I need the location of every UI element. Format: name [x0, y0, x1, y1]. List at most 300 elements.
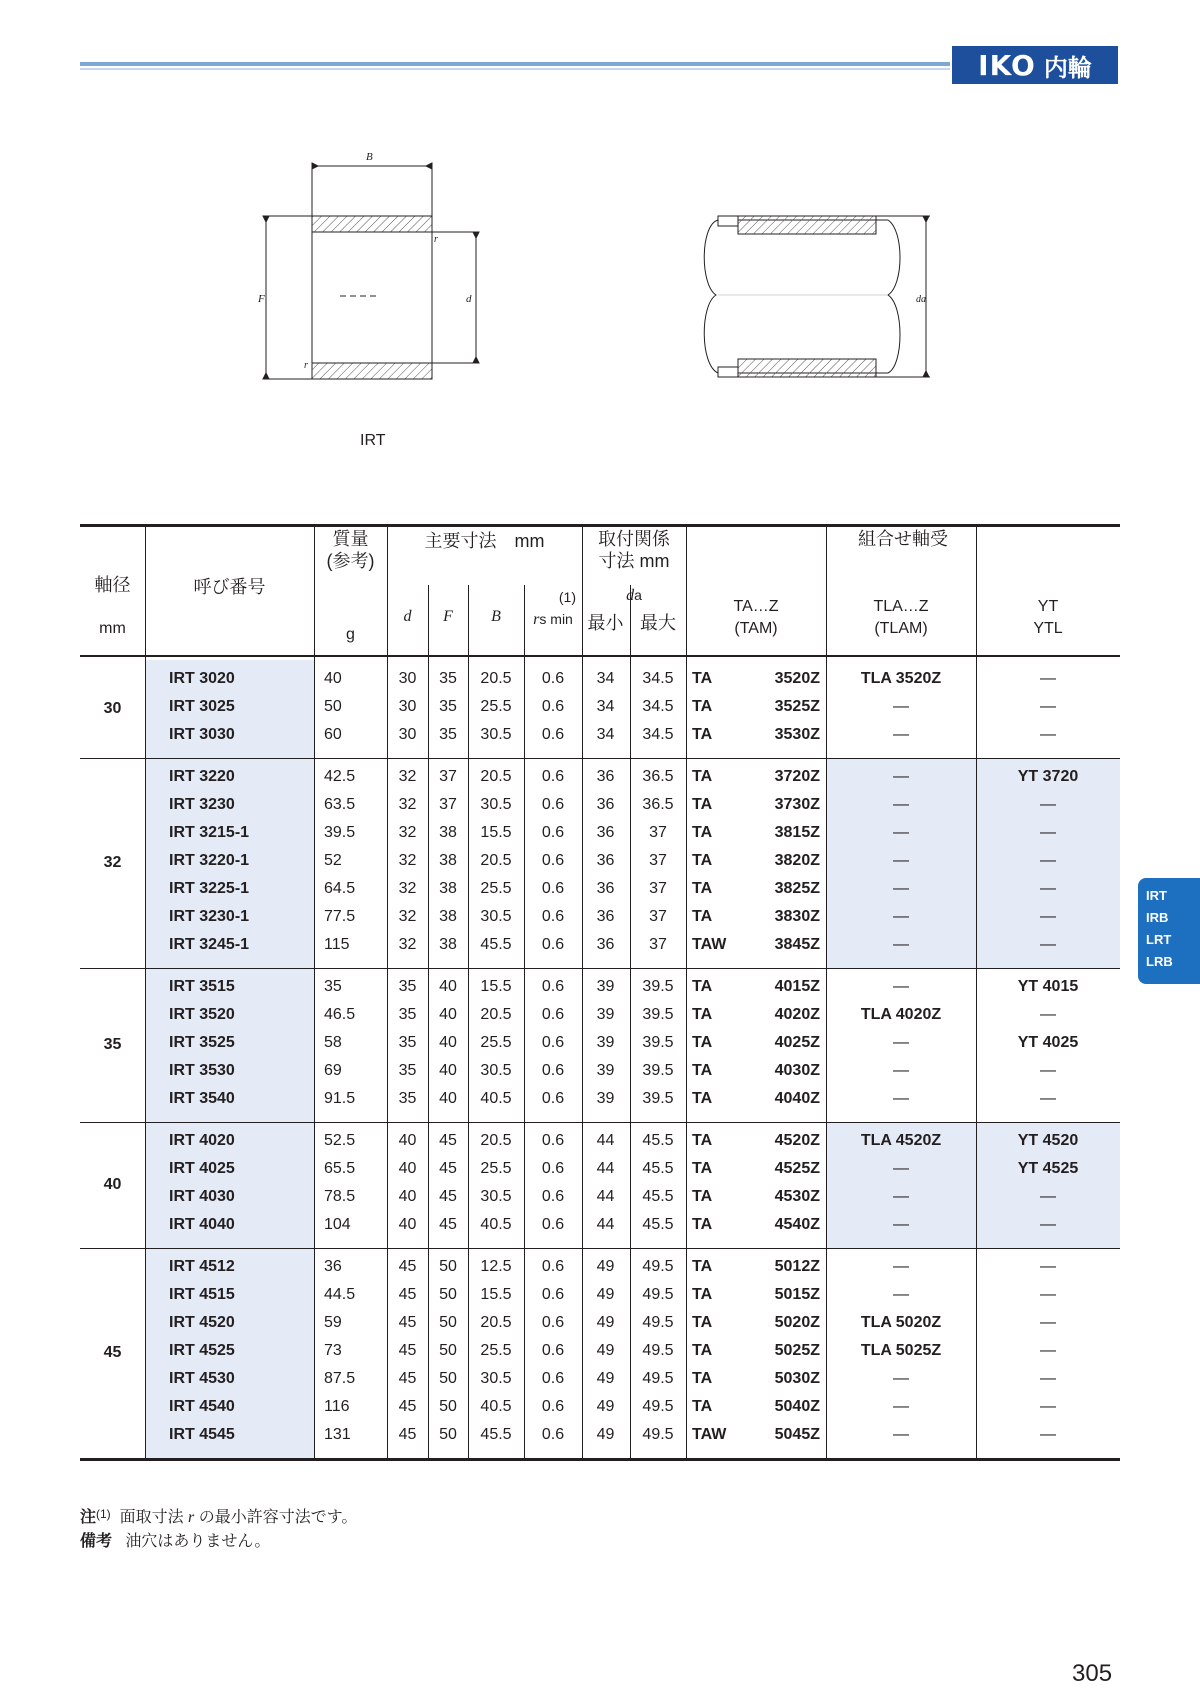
dim-d: 45 [398, 1426, 417, 1443]
designation: IRT 4030 [169, 1188, 235, 1205]
dim-rs: 0.6 [541, 726, 565, 743]
ta-prefix: TA [692, 1090, 713, 1107]
tla-bearing: TLA 5025Z [860, 1342, 942, 1359]
mounted-ring-drawing [704, 216, 930, 377]
mass-value: 87.5 [324, 1370, 356, 1387]
designation: IRT 3245-1 [169, 936, 250, 953]
yt-bearing: — [1040, 852, 1056, 869]
yt-bearing: — [1040, 1216, 1056, 1233]
ta-prefix: TA [692, 1370, 713, 1387]
dim-rs: 0.6 [541, 1188, 565, 1205]
ta-prefix: TA [692, 908, 713, 925]
header-mount-1: 取付関係 [598, 529, 670, 549]
tla-bearing: — [893, 1398, 909, 1415]
dim-F: 38 [439, 908, 457, 925]
group-rule [80, 1122, 1120, 1123]
label-da: da [916, 294, 926, 305]
dim-B: 30.5 [480, 908, 512, 925]
da-min: 44 [596, 1160, 615, 1177]
designation: IRT 3220-1 [169, 852, 250, 869]
tla-bearing: — [893, 1188, 909, 1205]
da-max: 37 [649, 824, 667, 841]
da-max: 39.5 [642, 1062, 674, 1079]
dim-B: 15.5 [480, 1286, 512, 1303]
designation: IRT 3525 [169, 1034, 235, 1051]
footnote-label: 注 [80, 1509, 97, 1526]
table-bottom-rule [80, 1458, 1120, 1461]
da-max: 45.5 [642, 1160, 674, 1177]
page-number: 305 [1072, 1660, 1113, 1687]
designation: IRT 3230-1 [169, 908, 250, 925]
yt-bearing: — [1040, 1370, 1056, 1387]
dim-d: 35 [398, 1034, 417, 1051]
header-main-dims: 主要寸法 mm [424, 531, 545, 551]
da-max: 49.5 [642, 1342, 674, 1359]
header-rs [524, 608, 582, 631]
da-max: 49.5 [642, 1258, 674, 1275]
da-min: 39 [596, 1006, 615, 1023]
dim-rs: 0.6 [541, 978, 565, 995]
dim-rs: 0.6 [541, 1034, 565, 1051]
ta-number: 5040Z [774, 1398, 820, 1415]
yt-bearing: — [1040, 880, 1056, 897]
dim-d: 45 [398, 1398, 417, 1415]
da-min: 36 [596, 880, 615, 897]
dim-F: 35 [439, 726, 457, 743]
ta-number: 4020Z [774, 1006, 820, 1023]
da-min: 36 [596, 796, 615, 813]
tab-item-irb[interactable]: IRB [1146, 910, 1169, 925]
dim-rs: 0.6 [541, 908, 565, 925]
yt-bearing: — [1040, 1314, 1056, 1331]
dim-B: 25.5 [480, 1034, 512, 1051]
dim-rs: 0.6 [541, 1132, 565, 1149]
dim-F: 45 [439, 1160, 457, 1177]
designation: IRT 3530 [169, 1062, 235, 1079]
table-top-rule [80, 524, 1120, 527]
dim-rs: 0.6 [541, 1286, 565, 1303]
mass-value: 60 [324, 726, 342, 743]
label-r-top: r [434, 234, 438, 245]
da-max: 37 [649, 852, 667, 869]
ta-number: 4530Z [774, 1188, 820, 1205]
header-shaft-unit: mm [99, 620, 126, 637]
mass-value: 59 [324, 1314, 342, 1331]
ta-prefix: TA [692, 1216, 713, 1233]
ta-number: 3845Z [774, 936, 820, 953]
tla-bearing: — [893, 726, 909, 743]
da-max: 45.5 [642, 1216, 674, 1233]
dim-B: 20.5 [480, 670, 512, 687]
yt-bearing: YT 4520 [1017, 1132, 1079, 1149]
da-min: 44 [596, 1132, 615, 1149]
header-mass-1: 質量 [332, 529, 369, 549]
dim-F: 35 [439, 670, 457, 687]
dim-B: 20.5 [480, 1006, 512, 1023]
dim-F: 37 [439, 796, 457, 813]
da-min: 49 [596, 1342, 615, 1359]
tla-bearing: — [893, 1426, 909, 1443]
header-da-subscript: a [634, 587, 642, 603]
ta-number: 3530Z [774, 726, 820, 743]
mass-value: 63.5 [324, 796, 356, 813]
tla-bearing: — [893, 768, 909, 785]
tla-bearing: TLA 5020Z [860, 1314, 942, 1331]
dim-B: 40.5 [480, 1398, 512, 1415]
designation: IRT 3515 [169, 978, 235, 995]
dim-d: 30 [398, 726, 417, 743]
brand-logo [952, 46, 1118, 84]
yt-bearing: — [1040, 670, 1056, 687]
yt-bearing: — [1040, 936, 1056, 953]
da-max: 49.5 [642, 1426, 674, 1443]
dim-B: 25.5 [480, 1160, 512, 1177]
ta-prefix: TA [692, 768, 713, 785]
dim-rs: 0.6 [541, 1370, 565, 1387]
designation: IRT 4520 [169, 1314, 235, 1331]
yt-bearing: — [1040, 1006, 1056, 1023]
dim-d: 45 [398, 1370, 417, 1387]
da-min: 49 [596, 1398, 615, 1415]
dim-d: 45 [398, 1342, 417, 1359]
ta-prefix: TA [692, 1398, 713, 1415]
da-max: 36.5 [642, 768, 674, 785]
yt-bearing: — [1040, 1258, 1056, 1275]
header-rs-subscript: s min [539, 611, 573, 627]
ta-number: 4015Z [774, 978, 820, 995]
dim-B: 20.5 [480, 852, 512, 869]
tla-bearing: — [893, 824, 909, 841]
da-min: 39 [596, 978, 615, 995]
dim-rs: 0.6 [541, 670, 565, 687]
ta-prefix: TA [692, 1188, 713, 1205]
designation: IRT 4530 [169, 1370, 235, 1387]
dim-rs: 0.6 [541, 1216, 565, 1233]
yt-bearing: — [1040, 1398, 1056, 1415]
yt-bearing: — [1040, 796, 1056, 813]
dim-F: 38 [439, 880, 457, 897]
ta-prefix: TA [692, 1132, 713, 1149]
tla-bearing: — [893, 796, 909, 813]
header-F: F [443, 608, 453, 625]
dim-B: 30.5 [480, 1370, 512, 1387]
mass-value: 73 [324, 1342, 342, 1359]
dim-B: 30.5 [480, 1188, 512, 1205]
ta-number: 3815Z [774, 824, 820, 841]
remark-label: 備考 [80, 1533, 113, 1550]
shaft-diameter: 40 [103, 1176, 122, 1193]
tla-bearing: — [893, 1062, 909, 1079]
label-r-bottom: r [304, 360, 308, 371]
dim-B: 12.5 [480, 1258, 512, 1275]
ta-number: 4540Z [774, 1216, 820, 1233]
designation: IRT 4025 [169, 1160, 235, 1177]
ta-prefix: TA [692, 1342, 713, 1359]
designation: IRT 3215-1 [169, 824, 250, 841]
da-max: 36.5 [642, 796, 674, 813]
mass-value: 91.5 [324, 1090, 356, 1107]
mass-value: 131 [324, 1426, 351, 1443]
shaft-diameter: 30 [103, 700, 122, 717]
brand-name: IKO [978, 48, 1036, 82]
header-d: d [403, 608, 412, 625]
dim-B: 25.5 [480, 698, 512, 715]
yt-bearing: — [1040, 824, 1056, 841]
ta-number: 5020Z [774, 1314, 820, 1331]
dim-d: 30 [398, 670, 417, 687]
dim-B: 45.5 [480, 1426, 512, 1443]
da-min: 36 [596, 824, 615, 841]
designation: IRT 3520 [169, 1006, 235, 1023]
tla-bearing: — [893, 908, 909, 925]
dim-rs: 0.6 [541, 1342, 565, 1359]
ta-prefix: TA [692, 1034, 713, 1051]
da-max: 45.5 [642, 1188, 674, 1205]
dim-B: 20.5 [480, 1314, 512, 1331]
dim-rs: 0.6 [541, 1258, 565, 1275]
dim-B: 45.5 [480, 936, 512, 953]
da-min: 34 [596, 670, 615, 687]
dim-F: 45 [439, 1188, 457, 1205]
tla-bearing: — [893, 1216, 909, 1233]
da-max: 39.5 [642, 1090, 674, 1107]
dim-F: 38 [439, 936, 457, 953]
dim-rs: 0.6 [541, 796, 565, 813]
dim-F: 37 [439, 768, 457, 785]
header-da-min: 最小 [587, 613, 624, 633]
mass-value: 64.5 [324, 880, 356, 897]
tla-bearing: — [893, 698, 909, 715]
shaft-diameter: 32 [103, 854, 122, 871]
dim-d: 45 [398, 1258, 417, 1275]
dim-B: 25.5 [480, 1342, 512, 1359]
dim-d: 35 [398, 978, 417, 995]
group-rule [80, 758, 1120, 759]
mass-value: 35 [324, 978, 342, 995]
da-max: 34.5 [642, 670, 674, 687]
mass-value: 39.5 [324, 824, 356, 841]
da-min: 49 [596, 1258, 615, 1275]
dim-rs: 0.6 [541, 768, 565, 785]
tla-bearing: TLA 4520Z [860, 1132, 942, 1149]
tla-bearing: — [893, 1286, 909, 1303]
dim-F: 40 [439, 1006, 457, 1023]
ta-number: 4040Z [774, 1090, 820, 1107]
table-header-rule [80, 655, 1120, 657]
ta-number: 4525Z [774, 1160, 820, 1177]
da-min: 39 [596, 1034, 615, 1051]
da-min: 36 [596, 768, 615, 785]
ta-number: 5015Z [774, 1286, 820, 1303]
ta-number: 3830Z [774, 908, 820, 925]
mass-value: 115 [324, 936, 350, 953]
mass-value: 52 [324, 852, 342, 869]
dim-d: 35 [398, 1062, 417, 1079]
ta-prefix: TA [692, 796, 713, 813]
dim-F: 38 [439, 852, 457, 869]
mass-value: 78.5 [324, 1188, 356, 1205]
designation: IRT 4545 [169, 1426, 235, 1443]
da-max: 37 [649, 908, 667, 925]
da-max: 39.5 [642, 1034, 674, 1051]
dim-rs: 0.6 [541, 1062, 565, 1079]
dim-F: 45 [439, 1132, 457, 1149]
header-ta-1: TA…Z [733, 598, 779, 615]
da-max: 34.5 [642, 726, 674, 743]
dim-rs: 0.6 [541, 852, 565, 869]
designation: IRT 3540 [169, 1090, 235, 1107]
shaft-diameter: 45 [103, 1344, 122, 1361]
dim-F: 50 [439, 1258, 457, 1275]
header-tla-2: (TLAM) [874, 620, 928, 637]
designation: IRT 3230 [169, 796, 235, 813]
dim-d: 35 [398, 1090, 417, 1107]
yt-bearing: — [1040, 1188, 1056, 1205]
ta-prefix: TA [692, 824, 713, 841]
mass-value: 42.5 [324, 768, 356, 785]
dim-F: 50 [439, 1398, 457, 1415]
dim-F: 45 [439, 1216, 457, 1233]
dim-d: 35 [398, 1006, 417, 1023]
da-max: 49.5 [642, 1398, 674, 1415]
dim-B: 25.5 [480, 880, 512, 897]
ta-prefix: TA [692, 1006, 713, 1023]
ta-prefix: TAW [692, 1426, 727, 1443]
yt-bearing: — [1040, 698, 1056, 715]
header-tla-1: TLA…Z [873, 598, 929, 615]
ta-number: 4520Z [774, 1132, 820, 1149]
da-min: 44 [596, 1188, 615, 1205]
dim-d: 32 [398, 768, 417, 785]
ta-prefix: TA [692, 1286, 713, 1303]
designation: IRT 3025 [169, 698, 235, 715]
ta-prefix: TA [692, 852, 713, 869]
dim-B: 40.5 [480, 1090, 512, 1107]
dim-F: 35 [439, 698, 457, 715]
mass-value: 52.5 [324, 1132, 356, 1149]
bearing-diagram [0, 130, 1200, 430]
inner-ring-section-drawing [263, 163, 479, 379]
yt-bearing: YT 4025 [1017, 1034, 1079, 1051]
dim-B: 15.5 [480, 978, 512, 995]
tab-item-irt[interactable]: IRT [1146, 888, 1167, 903]
dim-d: 30 [398, 698, 417, 715]
remark-text: 油穴はありません。 [125, 1533, 271, 1550]
dim-d: 40 [398, 1132, 417, 1149]
header-da-max: 最大 [640, 613, 676, 633]
section-index-tab[interactable] [1138, 878, 1200, 984]
label-B: B [366, 151, 373, 163]
yt-bearing: — [1040, 1286, 1056, 1303]
yt-bearing: — [1040, 908, 1056, 925]
tla-bearing: — [893, 1034, 909, 1051]
ta-prefix: TA [692, 1314, 713, 1331]
header-rule [80, 62, 950, 66]
ta-number: 4030Z [774, 1062, 820, 1079]
mass-value: 65.5 [324, 1160, 356, 1177]
mass-value: 69 [324, 1062, 342, 1079]
tla-bearing: — [893, 978, 909, 995]
ta-prefix: TA [692, 670, 713, 687]
tla-bearing: — [893, 1370, 909, 1387]
tla-bearing: — [893, 1258, 909, 1275]
header-designation: 呼び番号 [193, 577, 266, 597]
ta-prefix: TA [692, 1160, 713, 1177]
dim-F: 50 [439, 1426, 457, 1443]
ta-prefix: TA [692, 978, 713, 995]
dim-d: 32 [398, 824, 417, 841]
ta-number: 5045Z [774, 1426, 820, 1443]
dim-rs: 0.6 [541, 1314, 565, 1331]
dim-F: 38 [439, 824, 457, 841]
dim-B: 40.5 [480, 1216, 512, 1233]
tab-item-lrb[interactable]: LRB [1146, 954, 1173, 969]
dim-d: 45 [398, 1286, 417, 1303]
section-title: 内輪 [1043, 53, 1092, 82]
mass-value: 116 [324, 1398, 350, 1415]
dim-rs: 0.6 [541, 1398, 565, 1415]
dim-rs: 0.6 [541, 880, 565, 897]
dim-F: 50 [439, 1370, 457, 1387]
da-min: 39 [596, 1090, 615, 1107]
yt-bearing: YT 3720 [1017, 768, 1079, 785]
da-min: 44 [596, 1216, 615, 1233]
designation: IRT 4040 [169, 1216, 235, 1233]
tla-bearing: — [893, 880, 909, 897]
mass-value: 58 [324, 1034, 342, 1051]
dim-d: 32 [398, 852, 417, 869]
header-yt-2: YTL [1033, 620, 1063, 637]
group-rule [80, 1248, 1120, 1249]
ta-number: 3820Z [774, 852, 820, 869]
tla-bearing: — [893, 852, 909, 869]
dim-rs: 0.6 [541, 1090, 565, 1107]
designation: IRT 3030 [169, 726, 235, 743]
header-da [582, 584, 686, 607]
da-min: 36 [596, 852, 615, 869]
mass-value: 44.5 [324, 1286, 356, 1303]
designation: IRT 3020 [169, 670, 235, 687]
dim-d: 32 [398, 880, 417, 897]
ta-number: 5025Z [774, 1342, 820, 1359]
header-mass-unit: g [346, 626, 355, 643]
yt-bearing: — [1040, 1426, 1056, 1443]
designation: IRT 4540 [169, 1398, 235, 1415]
da-min: 49 [596, 1286, 615, 1303]
ta-prefix: TA [692, 880, 713, 897]
mass-value: 104 [324, 1216, 351, 1233]
da-min: 34 [596, 726, 615, 743]
ta-prefix: TA [692, 1258, 713, 1275]
tla-bearing: — [893, 1160, 909, 1177]
da-max: 39.5 [642, 978, 674, 995]
designation: IRT 4515 [169, 1286, 235, 1303]
designation: IRT 4512 [169, 1258, 235, 1275]
da-min: 39 [596, 1062, 615, 1079]
mass-value: 46.5 [324, 1006, 356, 1023]
footnote-text-a: 面取寸法 [119, 1509, 189, 1526]
da-max: 37 [649, 880, 667, 897]
designation: IRT 3225-1 [169, 880, 250, 897]
yt-bearing: — [1040, 1090, 1056, 1107]
header-rule-secondary [80, 68, 950, 70]
dim-B: 30.5 [480, 796, 512, 813]
group-rule [80, 968, 1120, 969]
dim-F: 50 [439, 1286, 457, 1303]
dim-rs: 0.6 [541, 1006, 565, 1023]
tab-item-lrt[interactable]: LRT [1146, 932, 1172, 947]
da-min: 34 [596, 698, 615, 715]
